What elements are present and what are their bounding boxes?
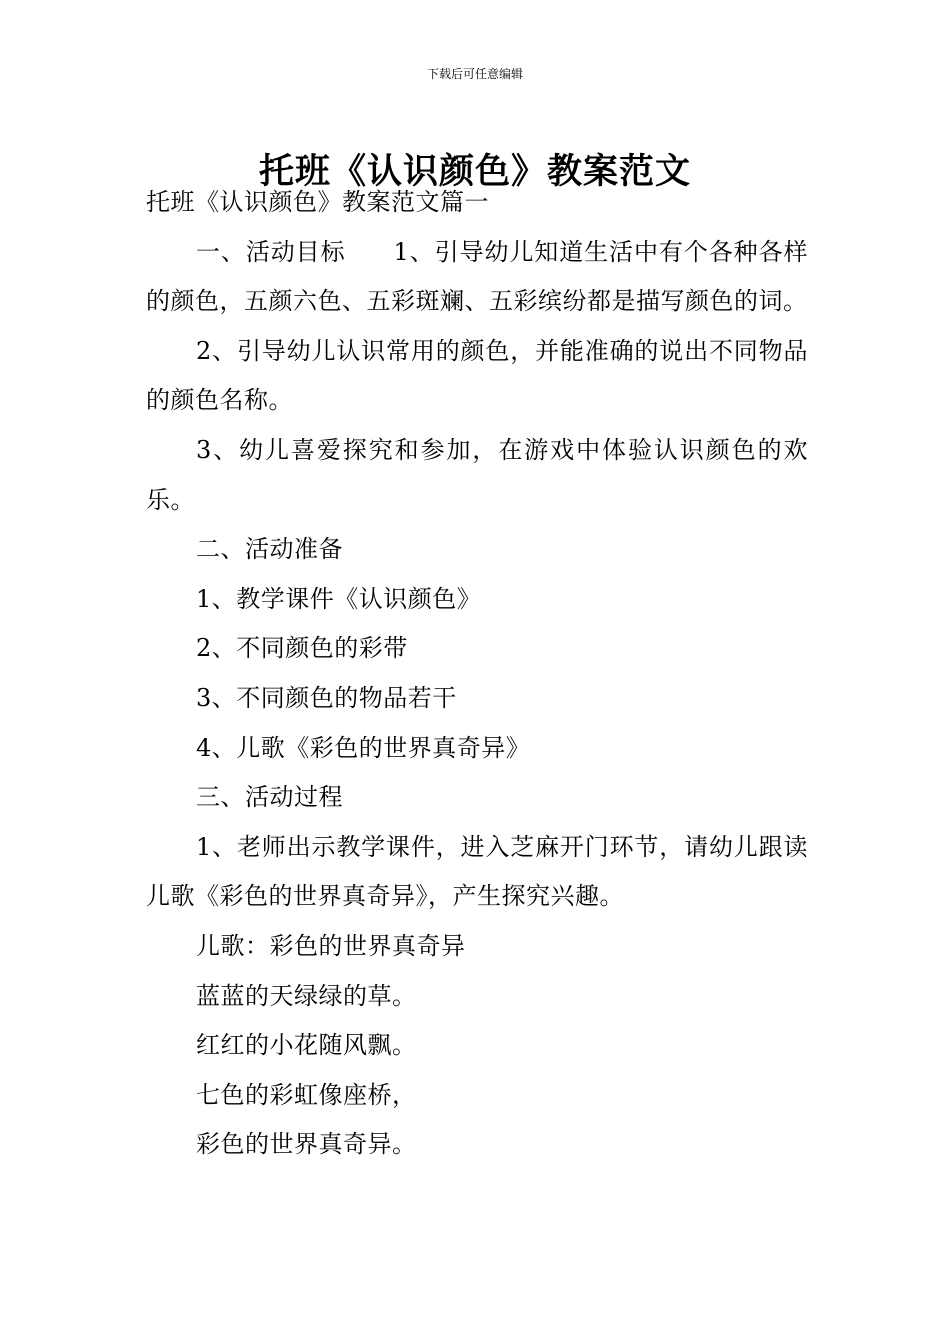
goal-item-1: 1、引导幼儿知道生活中有个各种各样的颜色，五颜六色、五彩斑斓、五彩缤纷都是描写颜色的词。 [146,237,808,316]
goal-item-2: 2、引导幼儿认识常用的颜色，并能准确的说出不同物品的颜色名称。 [146,336,808,415]
process-heading: 三、活动过程 [196,783,343,812]
document-title: 托班《认识颜色》教案范文 [258,152,691,193]
preparation-item: 3、不同颜色的物品若干 [196,683,457,712]
document-body [146,178,808,1170]
process-step-1: 1、老师出示教学课件，进入芝麻开门环节，请幼儿跟读儿歌《彩色的世界真奇异》，产生探究兴趣。 [146,832,808,911]
poem-heading: 儿歌：彩色的世界真奇异 [196,931,466,960]
goals-paragraph [146,228,808,327]
page-header-note: 下载后可任意编辑 [426,67,523,81]
goal-item-3: 3、幼儿喜爱探究和参加，在游戏中体验认识颜色的欢乐。 [146,435,808,514]
poem-line: 蓝蓝的天绿绿的草。 [196,981,417,1010]
preparation-heading: 二、活动准备 [196,535,343,564]
preparation-item: 2、不同颜色的彩带 [196,634,408,663]
goals-heading: 一、活动目标 [196,237,346,266]
preparation-item: 1、教学课件《认识颜色》 [196,584,482,613]
poem-line: 七色的彩虹像座桥， [196,1080,417,1109]
poem-line: 彩色的世界真奇异。 [196,1130,417,1159]
poem-line: 红红的小花随风飘。 [196,1031,417,1060]
document-subtitle: 托班《认识颜色》教案范文篇一 [146,188,489,216]
preparation-item: 4、儿歌《彩色的世界真奇异》 [196,733,531,762]
